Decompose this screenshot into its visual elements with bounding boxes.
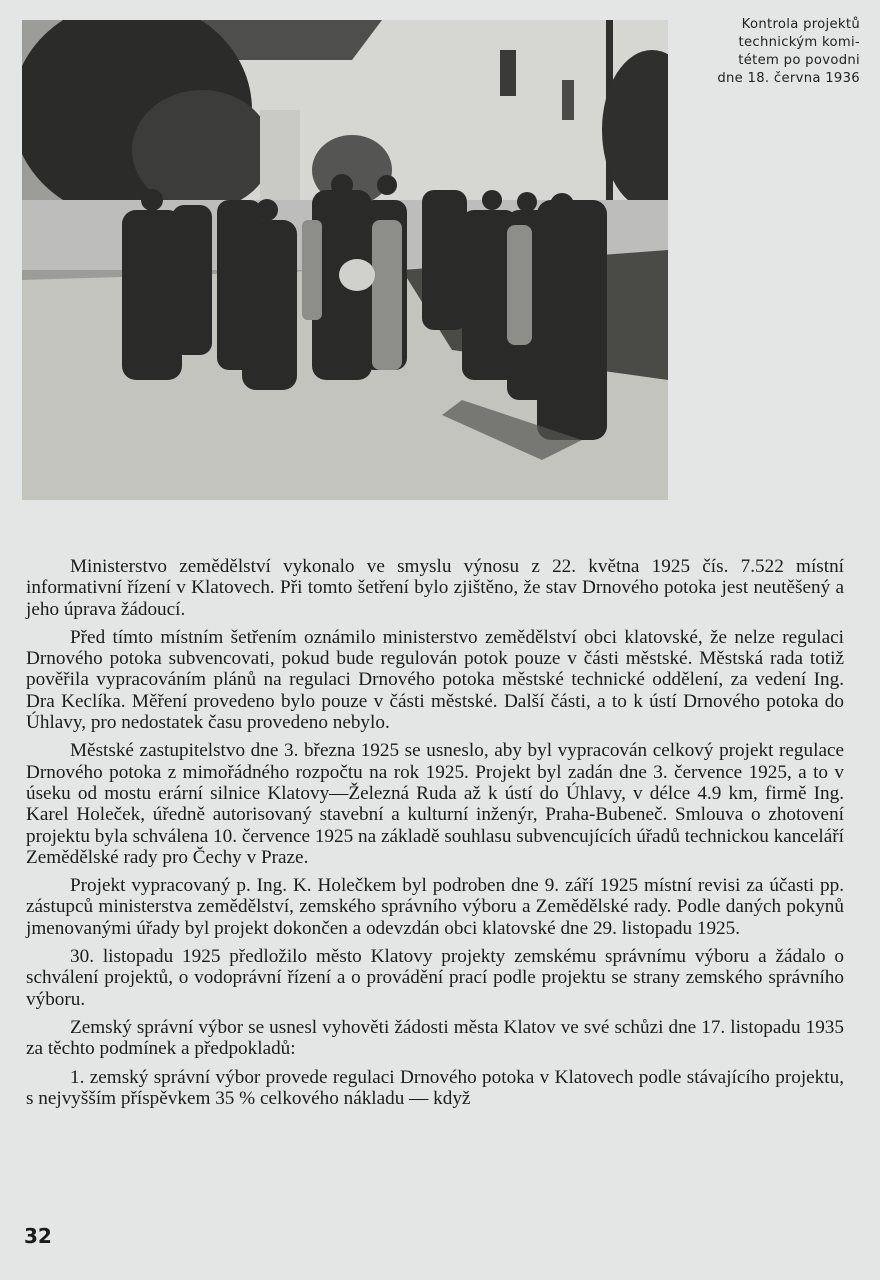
caption-line: tétem po povodni [738, 53, 860, 68]
caption-line: technickým komi- [738, 35, 860, 50]
paragraph: Zemský správní výbor se usnesl vyhověti žádosti města Klatov ve své schůzi dne 17. listopadu 1935 za těchto podmínek a předpokladů: [26, 1016, 844, 1060]
caption-line: dne 18. června 1936 [717, 71, 860, 86]
paragraph: 1. zemský správní výbor provede regulaci Drnového potoka v Klatovech podle stávajícího projektu, s nejvyšším příspěvkem 35 % celkového nákladu — když [26, 1066, 844, 1109]
paragraph: Projekt vypracovaný p. Ing. K. Holečkem byl podroben dne 9. září 1925 místní revisi za účasti pp. zástupců ministerstva zemědělství, zemského správního výboru a Zemědělské rady. Podle daných pokynů jmenovanými úřady byl projekt dokončen a odevzdán obci klatovské dne 29. listopadu 1925. [26, 875, 844, 939]
page-number: 32 [24, 1224, 52, 1248]
paragraph: Před tímto místním šetřením oznámilo ministerstvo zemědělství obci klatovské, že nelze regulaci Drnového potoka subvencovati, pokud bude regulován potok pouze v části městské. Městská rada totiž pověřila vypracováním plánů na regulaci Drnového potoka městské technické oddělení, za vedení Ing. Dra Keclíka. Měření provedeno bylo pouze v části městské. Další části, a to k ústí Drnového potoka do Úhlavy, pro nedostatek času provedeno nebylo. [26, 626, 844, 734]
paragraph: Ministerstvo zemědělství vykonalo ve smyslu výnosu z 22. května 1925 čís. 7.522 místní informativní řízení v Klatovech. Při tomto šetření bylo zjištěno, že stav Drnového potoka jest neutěšený a jeho úprava žádoucí. [26, 556, 844, 620]
historical-photograph [22, 20, 668, 500]
paragraph: 30. listopadu 1925 předložilo město Klatovy projekty zemskému správnímu výboru a žádalo o schválení projektů, o vodoprávní řízení a o provádění prací podle projektu se strany zemského správního výboru. [26, 946, 844, 1010]
paragraph: Městské zastupitelstvo dne 3. března 1925 se usneslo, aby byl vypracován celkový projekt regulace Drnového potoka z mimořádného rozpočtu na rok 1925. Projekt byl zadán dne 3. července 1925, a to v úseku od mostu erární silnice Klatovy—Železná Ruda až k ústí do Úhlavy, v délce 4.9 km, firmě Ing. Karel Holeček, úředně autorisovaný stavební a kulturní inženýr, Praha-Bubeneč. Smlouva o zhotovení projektu byla schválena 10. července 1925 na základě souhlasu subvencujících úřadů technickou kanceláří Zemědělské rady pro Čechy v Praze. [26, 740, 844, 868]
caption-line: Kontrola projektů [741, 17, 860, 32]
photo-caption [688, 16, 860, 88]
body-text [26, 556, 844, 1116]
